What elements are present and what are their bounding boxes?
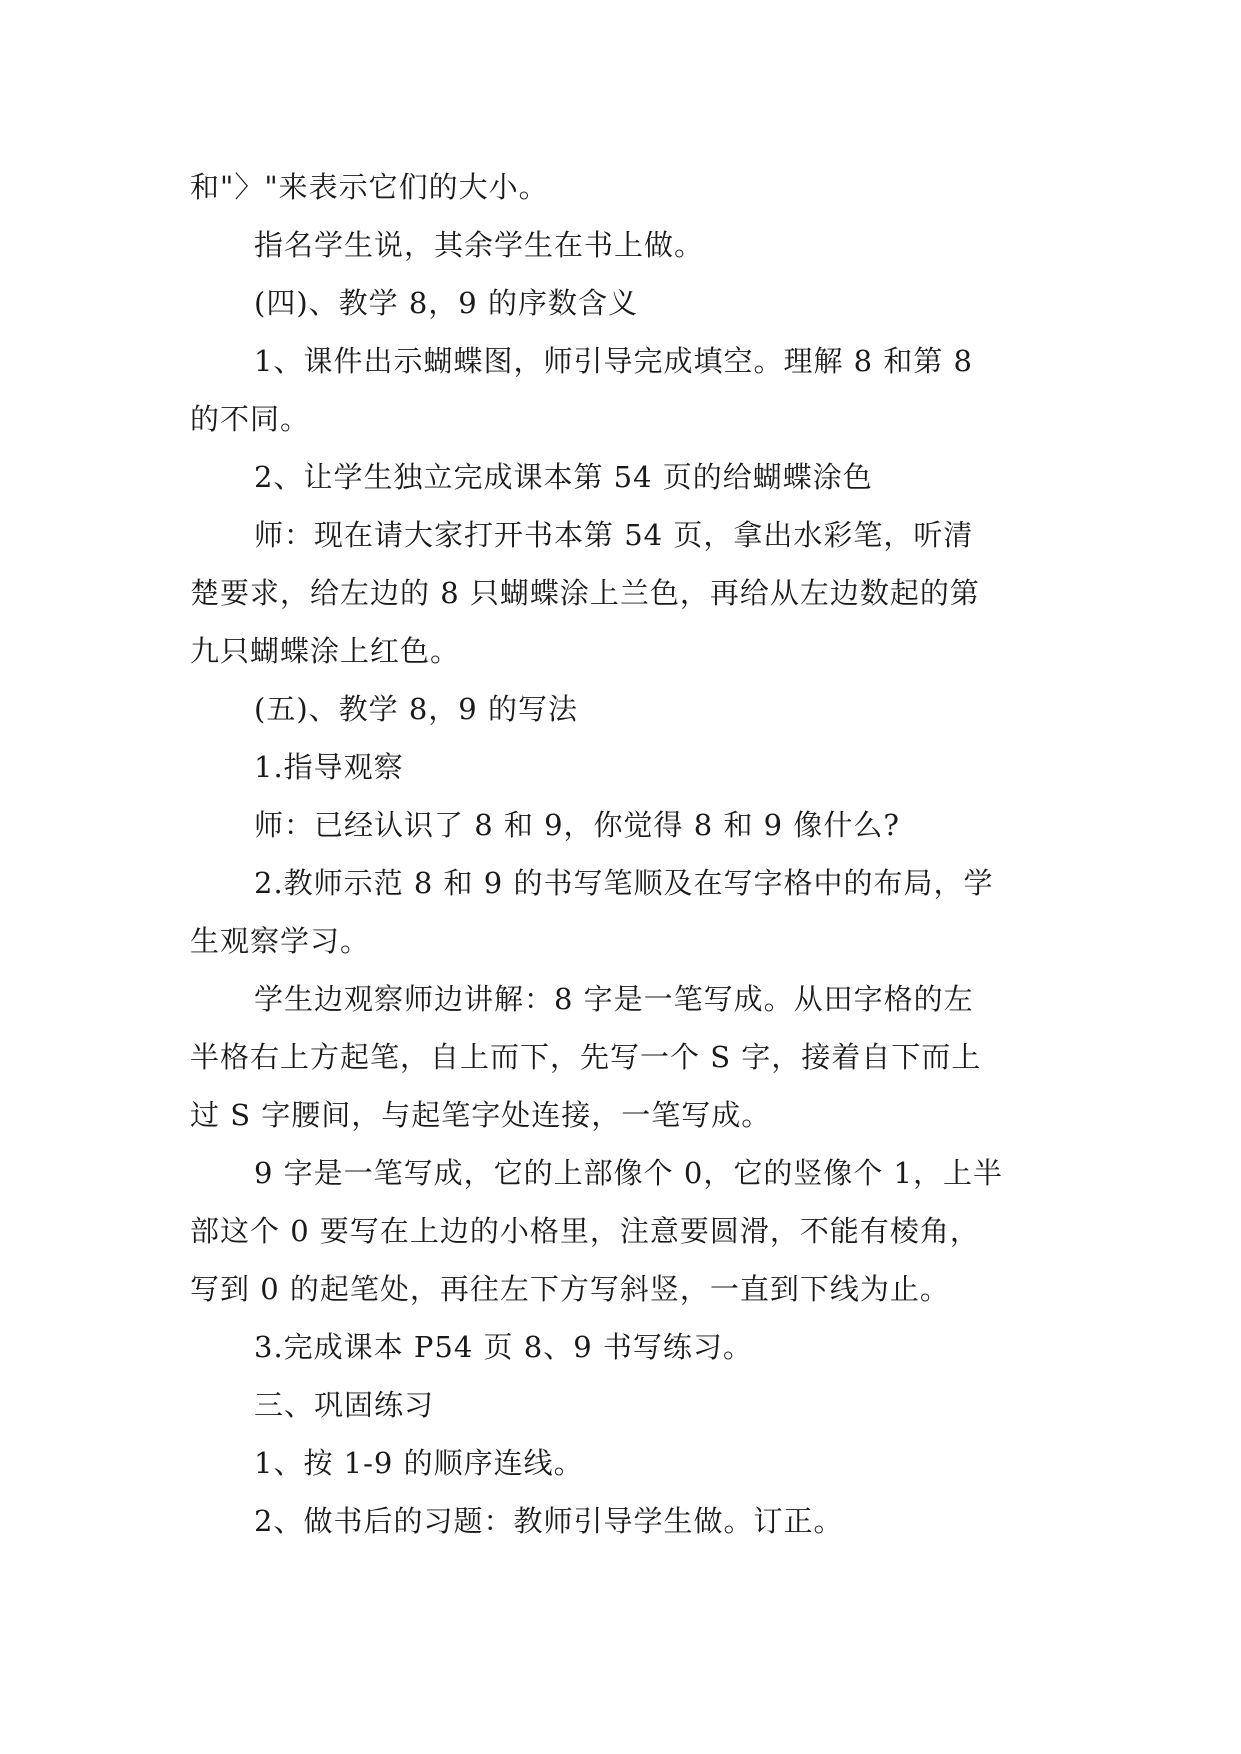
text-line: 学生边观察师边讲解：8 字是一笔写成。从田字格的左 [254, 982, 974, 1016]
text-line: 1、按 1-9 的顺序连线。 [254, 1446, 584, 1480]
text-line: 和"〉"来表示它们的大小。 [190, 170, 549, 204]
text-line: 指名学生说，其余学生在书上做。 [254, 228, 705, 262]
text-line: 2.教师示范 8 和 9 的书写笔顺及在写字格中的布局，学 [254, 866, 994, 900]
section-heading: (四)、教学 8，9 的序数含义 [254, 286, 638, 320]
text-line: 半格右上方起笔，自上而下，先写一个 S 字，接着自下而上 [190, 1040, 982, 1074]
document-body [190, 158, 1060, 1550]
text-line: 9 字是一笔写成，它的上部像个 0，它的竖像个 1，上半 [254, 1156, 1004, 1190]
text-line: 1.指导观察 [254, 750, 404, 784]
text-line: 九只蝴蝶涂上红色。 [190, 634, 461, 668]
text-line: 写到 0 的起笔处，再往左下方写斜竖，一直到下线为止。 [190, 1272, 950, 1306]
text-line: 3.完成课本 P54 页 8、9 书写练习。 [254, 1330, 753, 1364]
text-line: 生观察学习。 [190, 924, 371, 958]
text-line: 2、让学生独立完成课本第 54 页的给蝴蝶涂色 [254, 460, 873, 494]
text-line: 2、做书后的习题：教师引导学生做。订正。 [254, 1504, 844, 1538]
text-line: 师：现在请大家打开书本第 54 页，拿出水彩笔，听清 [254, 518, 974, 552]
text-line: 部这个 0 要写在上边的小格里，注意要圆滑，不能有棱角， [190, 1214, 980, 1248]
section-heading: (五)、教学 8，9 的写法 [254, 692, 578, 726]
text-line: 的不同。 [190, 402, 311, 436]
section-heading: 三、巩固练习 [254, 1388, 435, 1422]
text-line: 楚要求，给左边的 8 只蝴蝶涂上兰色，再给从左边数起的第 [190, 576, 980, 610]
text-line: 师：已经认识了 8 和 9，你觉得 8 和 9 像什么? [254, 808, 900, 842]
text-line: 1、课件出示蝴蝶图，师引导完成填空。理解 8 和第 8 [254, 344, 974, 378]
text-line: 过 S 字腰间，与起笔字处连接，一笔写成。 [190, 1098, 772, 1132]
